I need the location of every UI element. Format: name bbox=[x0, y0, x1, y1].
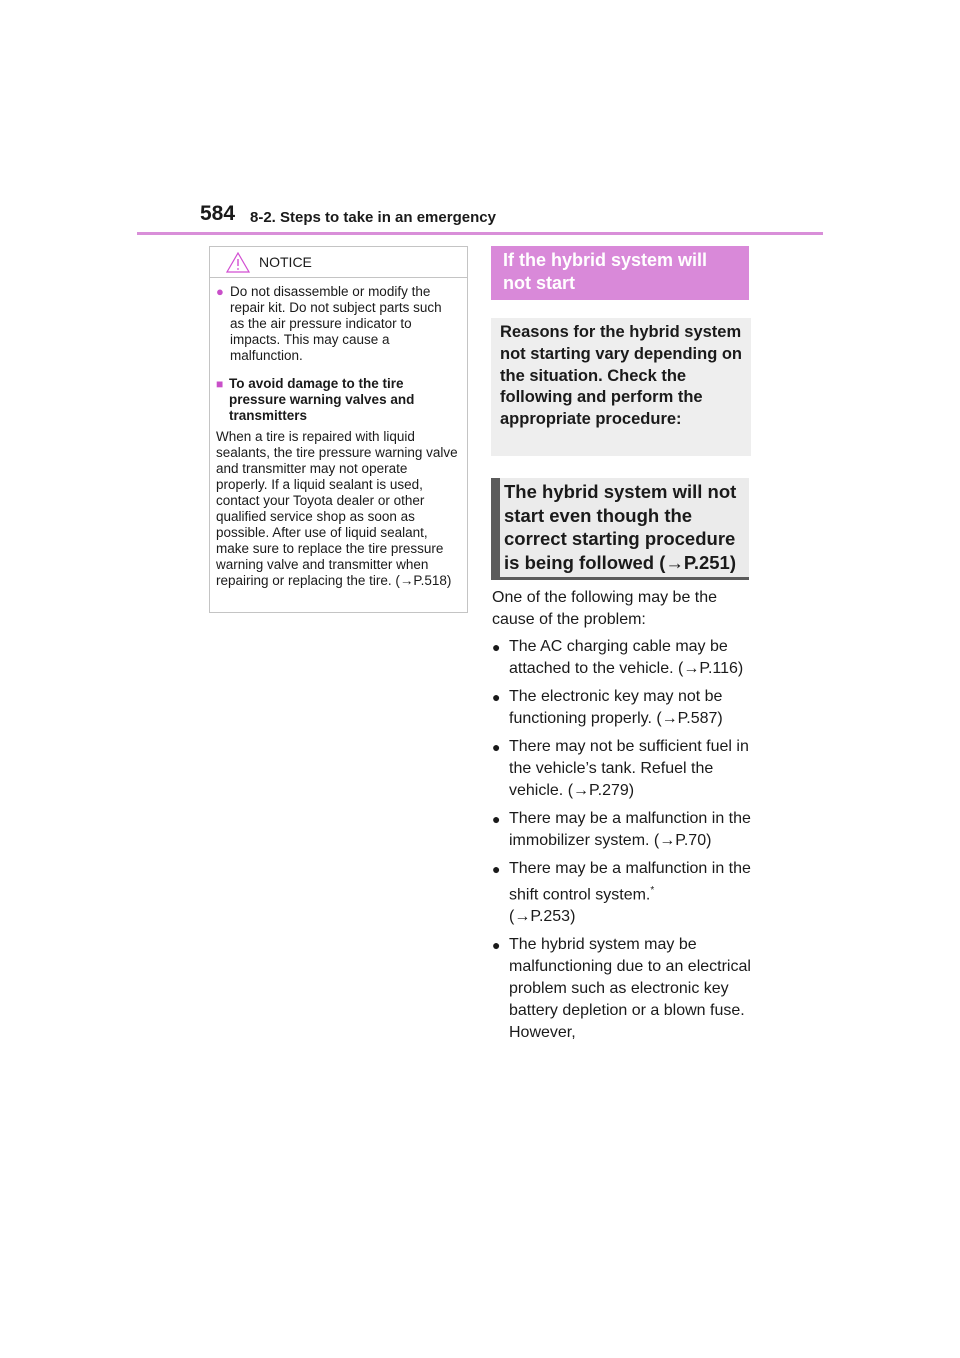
notice-subheading-text: To avoid damage to the tire pressure warning valves and transmitters bbox=[229, 376, 415, 423]
list-item bbox=[492, 858, 754, 928]
footnote-mark: * bbox=[650, 885, 655, 896]
section-title: 8-2. Steps to take in an emergency bbox=[250, 209, 496, 226]
notice-bullet-text: Do not disassemble or modify the repair kit. Do not subject parts such as the air pressure indicator to impacts. This may cause a malfunction. bbox=[230, 284, 442, 363]
list-item-text: The hybrid system may be malfunctioning due to an electrical problem such as electronic key battery depletion or a blown fuse. However, bbox=[509, 936, 751, 1042]
intro-text: One of the following may be the cause of the problem: bbox=[492, 589, 718, 628]
bullet-icon: ● bbox=[492, 739, 501, 755]
notice-bullet bbox=[216, 284, 459, 364]
list-item-text: There may be a malfunction in the shift control system. bbox=[509, 860, 751, 904]
notice-body bbox=[210, 278, 467, 589]
list-item-text: The AC charging cable may be attached to the vehicle. (→P.116) bbox=[509, 638, 744, 677]
list-item bbox=[492, 636, 754, 680]
notice-box bbox=[209, 246, 468, 613]
list-item bbox=[492, 934, 754, 1044]
bullet-icon: ● bbox=[492, 639, 501, 655]
header-divider bbox=[137, 232, 823, 235]
bullet-dot-icon: ● bbox=[216, 284, 224, 299]
page-number: 584 bbox=[200, 202, 236, 225]
bullet-icon: ● bbox=[492, 689, 501, 705]
list-item-text: The electronic key may not be functioning properly. (→P.587) bbox=[509, 688, 723, 727]
bullet-icon: ● bbox=[492, 861, 501, 877]
notice-header bbox=[210, 247, 467, 278]
section-heading: If the hybrid system will not start bbox=[491, 246, 749, 300]
list-item-text: There may not be sufficient fuel in the vehicle’s tank. Refuel the vehicle. (→P.279) bbox=[509, 738, 749, 799]
bullet-icon: ● bbox=[492, 811, 501, 827]
reasons-summary: Reasons for the hybrid system not starting vary depending on the situation. Check the following and perform the appropriate procedure: bbox=[491, 318, 751, 456]
list-item bbox=[492, 736, 754, 802]
page-reference: (→P.253) bbox=[509, 908, 576, 926]
list-item bbox=[492, 808, 754, 852]
subheading: The hybrid system will not start even though the correct starting procedure is being followed (→P.251) bbox=[491, 478, 749, 580]
list-item-text: There may be a malfunction in the immobilizer system. (→P.70) bbox=[509, 810, 751, 849]
list-item bbox=[492, 686, 754, 730]
square-bullet-icon: ■ bbox=[216, 377, 224, 391]
notice-subheading bbox=[216, 376, 459, 424]
warning-triangle-icon bbox=[226, 252, 250, 273]
notice-paragraph: When a tire is repaired with liquid sealants, the tire pressure warning valve and transmitter may not operate properly. If a liquid sealant is used, contact your Toyota dealer or other qualified service shop as soon as possible. After use of liquid sealant, make sure to replace the tire pressure warning valve and transmitter when repairing or replacing the tire. (→P.518) bbox=[216, 429, 458, 588]
bullet-icon: ● bbox=[492, 937, 501, 954]
cause-list bbox=[492, 636, 754, 1050]
notice-label: NOTICE bbox=[259, 254, 312, 270]
